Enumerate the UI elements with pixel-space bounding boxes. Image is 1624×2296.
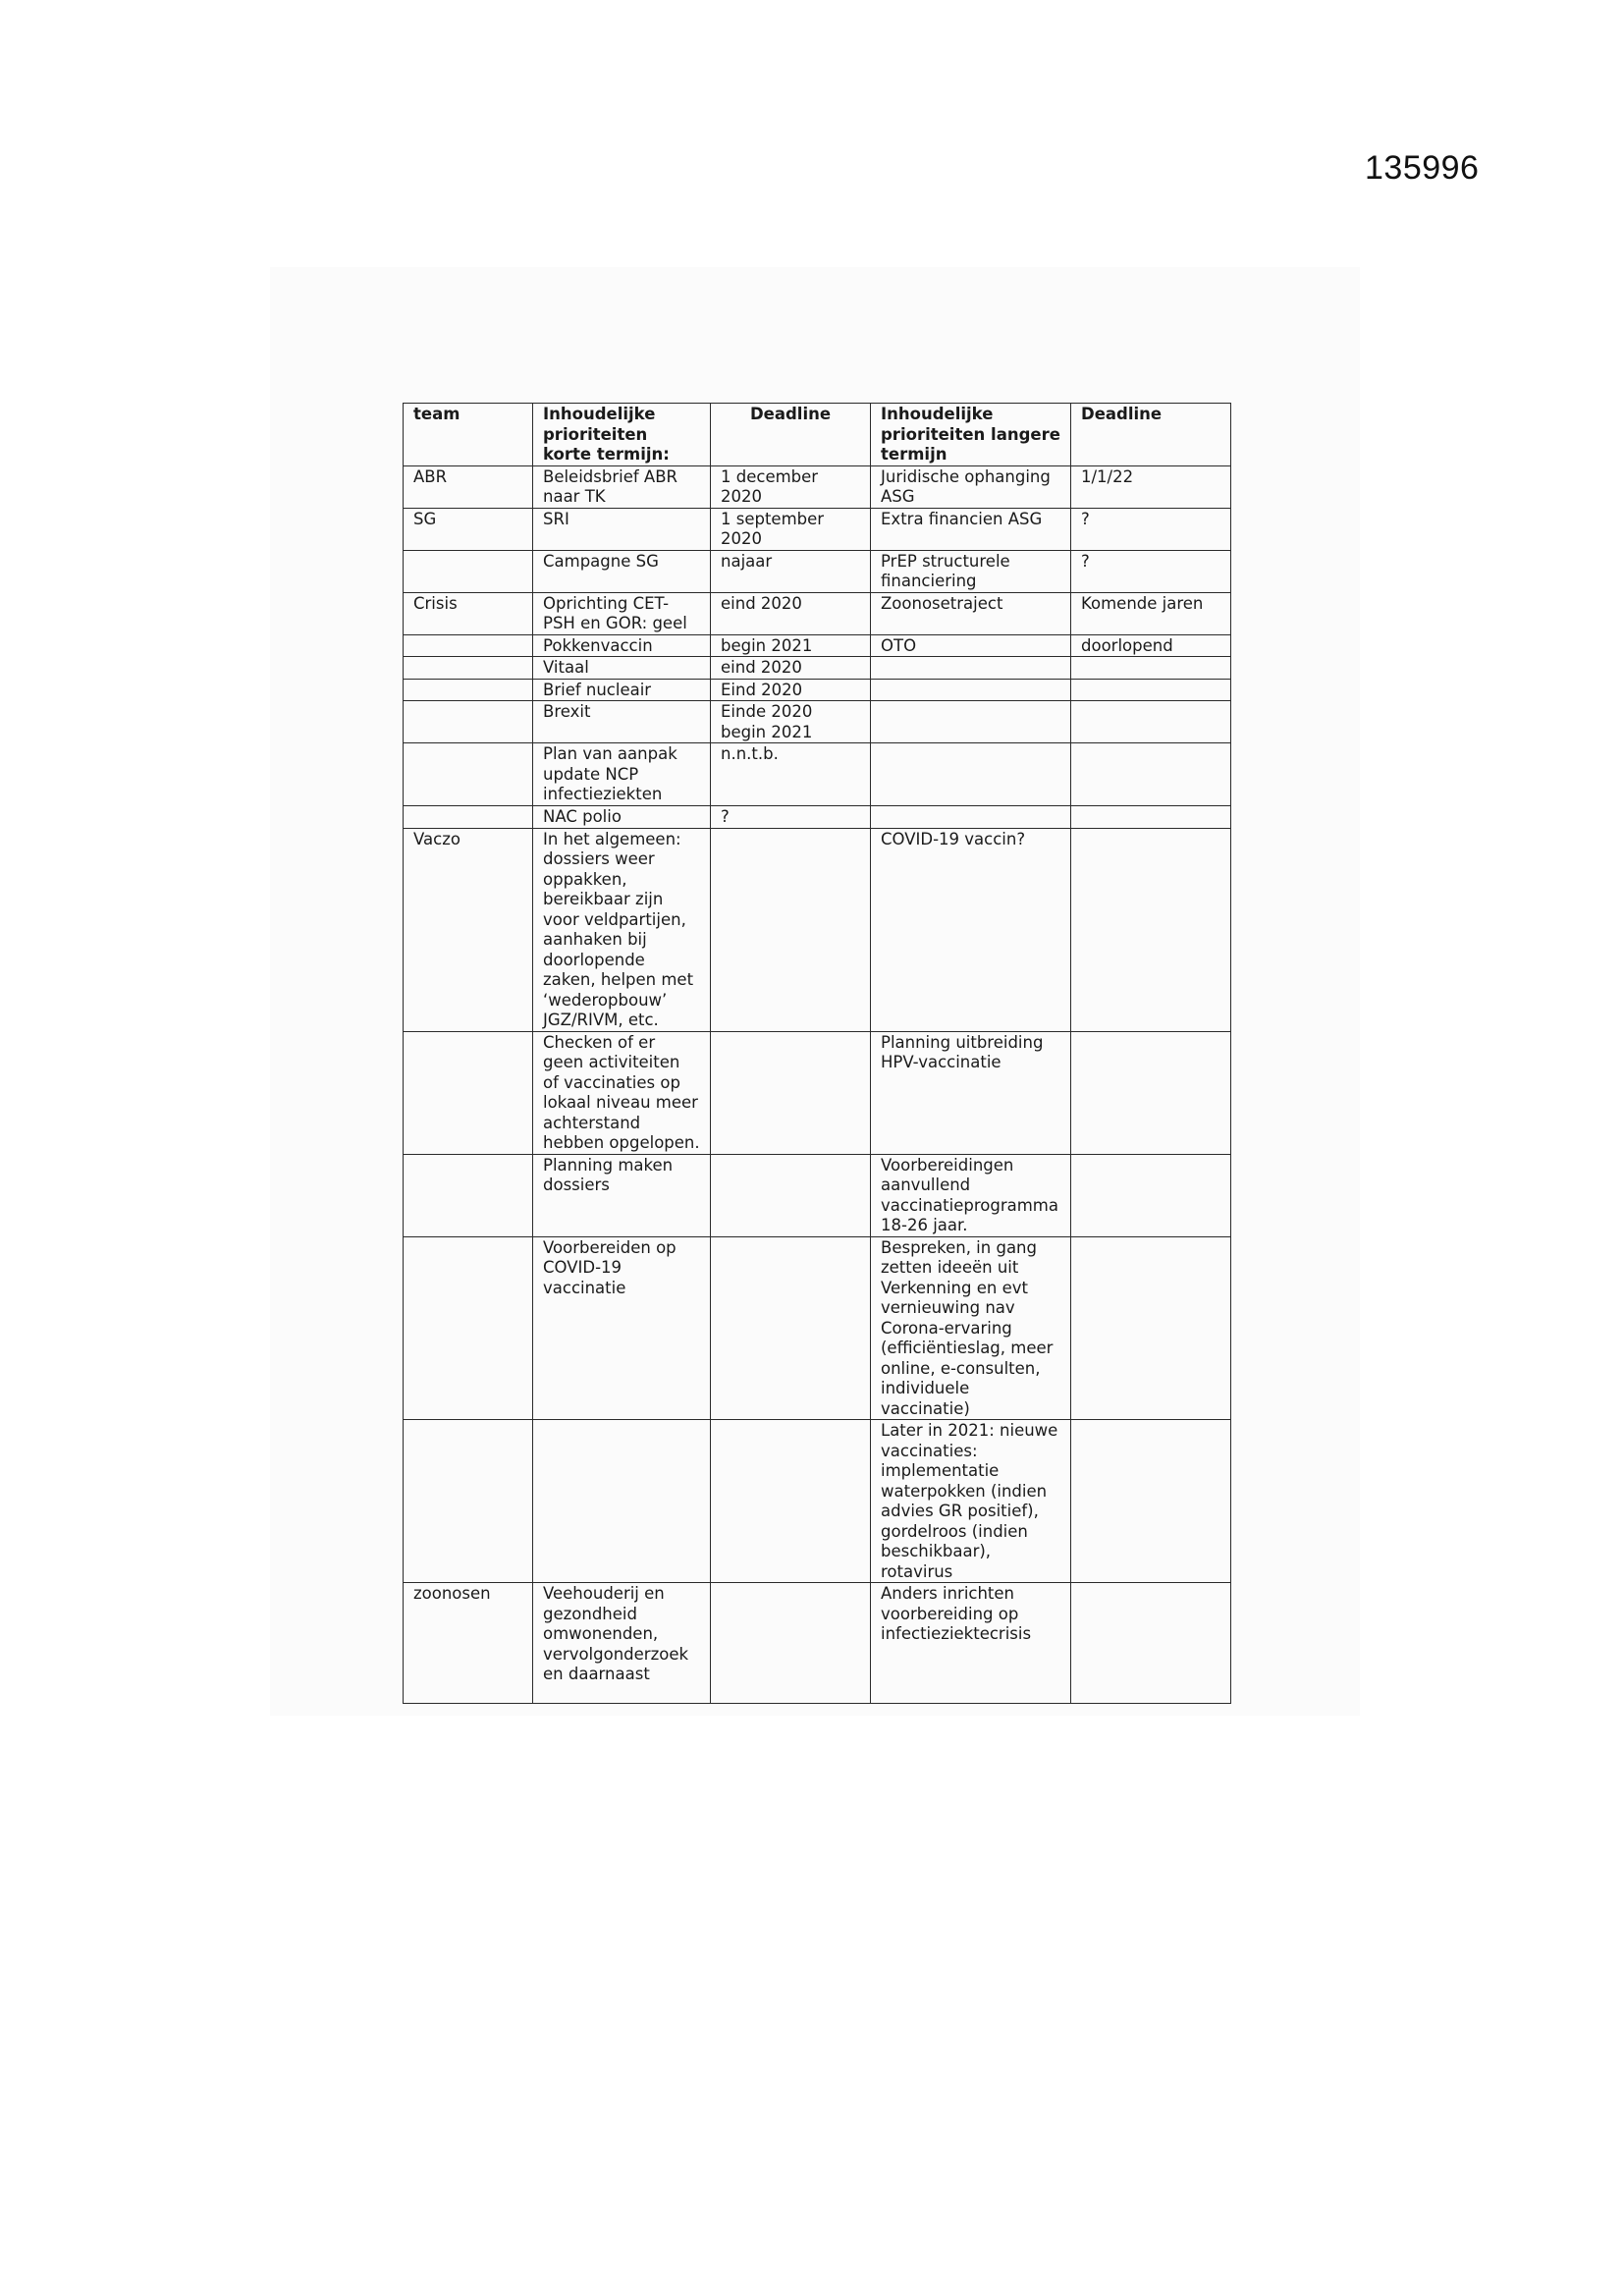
short-term-priority-cell: Oprichting CET-PSH en GOR: geel (533, 592, 711, 634)
long-term-priority-cell: Anders inrichten voorbereiding op infectieziektecrisis (871, 1583, 1071, 1704)
table-row (404, 1420, 1231, 1583)
team-cell (404, 1154, 533, 1236)
long-term-priority-cell (871, 806, 1071, 829)
team-cell: Vaczo (404, 828, 533, 1031)
long-term-deadline-cell (1071, 806, 1231, 829)
long-term-priority-cell: Later in 2021: nieuwe vaccinaties: implementatie waterpokken (indien advies GR positief), gordelroos (indien beschikbaar), rotavirus (871, 1420, 1071, 1583)
short-term-deadline-cell: Einde 2020 begin 2021 (711, 701, 871, 743)
table-row (404, 550, 1231, 592)
long-term-priority-cell (871, 701, 1071, 743)
header-deadline-long: Deadline (1071, 404, 1231, 466)
short-term-deadline-cell (711, 1031, 871, 1154)
table-row (404, 657, 1231, 680)
long-term-priority-cell (871, 743, 1071, 806)
short-term-priority-cell: Planning maken dossiers (533, 1154, 711, 1236)
team-cell (404, 1031, 533, 1154)
team-cell (404, 806, 533, 829)
long-term-deadline-cell (1071, 1154, 1231, 1236)
long-term-deadline-cell (1071, 828, 1231, 1031)
table-row (404, 679, 1231, 701)
header-long-term-priorities: Inhoudelijke prioriteiten langere termijn (871, 404, 1071, 466)
short-term-deadline-cell: n.n.t.b. (711, 743, 871, 806)
short-term-priority-cell: In het algemeen: dossiers weer oppakken, bereikbaar zijn voor veldpartijen, aanhaken bij doorlopende zaken, helpen met ‘wederopbouw’ JGZ/RIVM, etc. (533, 828, 711, 1031)
short-term-deadline-cell: eind 2020 (711, 592, 871, 634)
short-term-priority-cell: Veehouderij en gezondheid omwonenden, vervolgonderzoek en daarnaast (533, 1583, 711, 1704)
table-row (404, 1154, 1231, 1236)
table-row (404, 828, 1231, 1031)
short-term-deadline-cell: 1 september 2020 (711, 508, 871, 550)
table-row (404, 1583, 1231, 1704)
table-header-row (404, 404, 1231, 466)
long-term-deadline-cell: doorlopend (1071, 634, 1231, 657)
short-term-deadline-cell (711, 1420, 871, 1583)
table-row (404, 1031, 1231, 1154)
long-term-priority-cell: PrEP structurele financiering (871, 550, 1071, 592)
short-term-priority-cell: SRI (533, 508, 711, 550)
short-term-deadline-cell: 1 december 2020 (711, 465, 871, 508)
short-term-priority-cell: Plan van aanpak update NCP infectieziekten (533, 743, 711, 806)
team-cell (404, 1236, 533, 1420)
long-term-priority-cell: Bespreken, in gang zetten ideeën uit Verkenning en evt vernieuwing nav Corona-ervaring (efficiëntieslag, meer online, e-consulten, individuele vaccinatie) (871, 1236, 1071, 1420)
long-term-deadline-cell (1071, 1583, 1231, 1704)
long-term-priority-cell: COVID-19 vaccin? (871, 828, 1071, 1031)
short-term-deadline-cell: ? (711, 806, 871, 829)
long-term-deadline-cell (1071, 1031, 1231, 1154)
long-term-priority-cell: OTO (871, 634, 1071, 657)
team-cell: Crisis (404, 592, 533, 634)
team-cell (404, 679, 533, 701)
team-cell: zoonosen (404, 1583, 533, 1704)
team-cell: SG (404, 508, 533, 550)
short-term-deadline-cell: eind 2020 (711, 657, 871, 680)
long-term-deadline-cell (1071, 657, 1231, 680)
team-cell (404, 657, 533, 680)
table-row (404, 743, 1231, 806)
header-team: team (404, 404, 533, 466)
short-term-deadline-cell: najaar (711, 550, 871, 592)
team-cell (404, 550, 533, 592)
long-term-priority-cell: Juridische ophanging ASG (871, 465, 1071, 508)
long-term-priority-cell: Voorbereidingen aanvullend vaccinatieprogramma 18-26 jaar. (871, 1154, 1071, 1236)
long-term-priority-cell: Extra financien ASG (871, 508, 1071, 550)
team-cell (404, 1420, 533, 1583)
table-row (404, 592, 1231, 634)
short-term-priority-cell: Brief nucleair (533, 679, 711, 701)
short-term-deadline-cell: Eind 2020 (711, 679, 871, 701)
long-term-deadline-cell (1071, 743, 1231, 806)
team-cell: ABR (404, 465, 533, 508)
table-row (404, 1236, 1231, 1420)
table-row (404, 634, 1231, 657)
short-term-priority-cell: Checken of er geen activiteiten of vaccinaties op lokaal niveau meer achterstand hebben opgelopen. (533, 1031, 711, 1154)
long-term-priority-cell: Planning uitbreiding HPV-vaccinatie (871, 1031, 1071, 1154)
short-term-priority-cell: NAC polio (533, 806, 711, 829)
short-term-priority-cell: Voorbereiden op COVID-19 vaccinatie (533, 1236, 711, 1420)
short-term-deadline-cell: begin 2021 (711, 634, 871, 657)
table-row (404, 701, 1231, 743)
long-term-deadline-cell: Komende jaren (1071, 592, 1231, 634)
short-term-priority-cell: Vitaal (533, 657, 711, 680)
document-number: 135996 (1365, 149, 1480, 187)
long-term-priority-cell (871, 679, 1071, 701)
team-cell (404, 743, 533, 806)
long-term-deadline-cell: ? (1071, 550, 1231, 592)
long-term-deadline-cell: ? (1071, 508, 1231, 550)
short-term-priority-cell: Brexit (533, 701, 711, 743)
long-term-priority-cell (871, 657, 1071, 680)
short-term-deadline-cell (711, 1154, 871, 1236)
short-term-priority-cell (533, 1420, 711, 1583)
team-cell (404, 634, 533, 657)
short-term-priority-cell: Beleidsbrief ABR naar TK (533, 465, 711, 508)
header-short-term-priorities: Inhoudelijke prioriteiten korte termijn: (533, 404, 711, 466)
team-cell (404, 701, 533, 743)
short-term-deadline-cell (711, 828, 871, 1031)
table-row (404, 806, 1231, 829)
table-row (404, 465, 1231, 508)
long-term-deadline-cell (1071, 1236, 1231, 1420)
long-term-deadline-cell: 1/1/22 (1071, 465, 1231, 508)
long-term-priority-cell: Zoonosetraject (871, 592, 1071, 634)
long-term-deadline-cell (1071, 679, 1231, 701)
priorities-table (403, 403, 1231, 1704)
header-deadline-short: Deadline (711, 404, 871, 466)
long-term-deadline-cell (1071, 701, 1231, 743)
long-term-deadline-cell (1071, 1420, 1231, 1583)
short-term-deadline-cell (711, 1236, 871, 1420)
table-row (404, 508, 1231, 550)
short-term-priority-cell: Campagne SG (533, 550, 711, 592)
short-term-priority-cell: Pokkenvaccin (533, 634, 711, 657)
short-term-deadline-cell (711, 1583, 871, 1704)
